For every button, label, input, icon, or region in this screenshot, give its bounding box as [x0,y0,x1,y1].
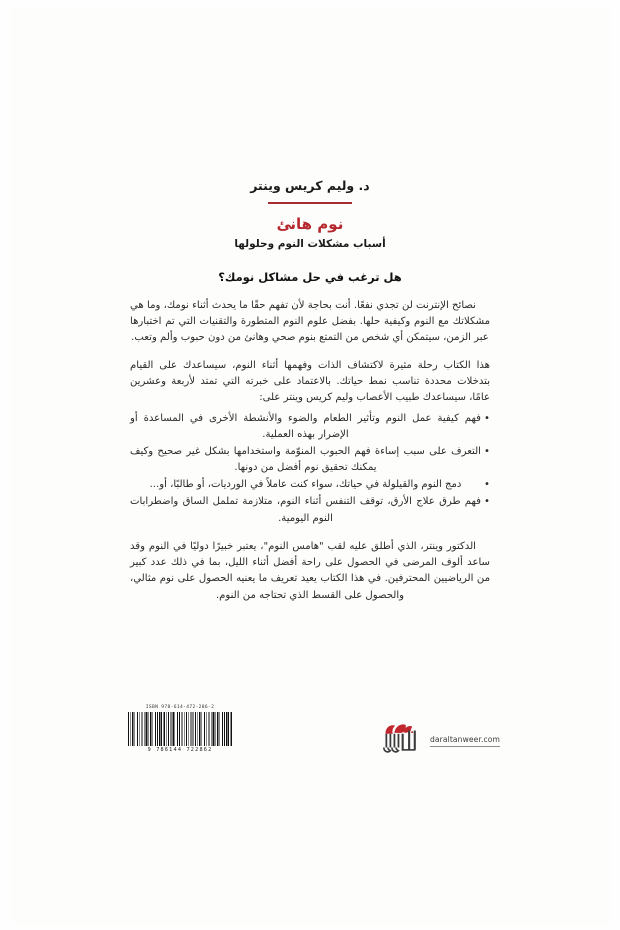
benefits-list [130,411,490,527]
author-name: د. وليم كريس وينتر [250,178,370,193]
bullet-icon: • [484,479,490,491]
list-item-text: التعرف على سبب إساءة فهم الحبوب المنوّمة واستخدامها بشكل غير صحيح وكيف يمكنك تحقيق نوم أفضل من دونها. [130,445,481,474]
list-item-text: فهم كيفية عمل النوم وتأثير الطعام والضوء والأنشطة الأخرى في المساعدة أو الإضرار بهذه العملية. [130,412,481,440]
publisher-block [379,722,500,760]
list-item [130,494,490,526]
hook-question: هل ترغب في حل مشاكل نومك؟ [218,269,402,284]
list-item-text: فهم طرق علاج الأرق، توقف التنفس أثناء النوم، متلازمة تململ الساق واضطرابات النوم اليومية. [130,496,481,524]
barcode-digits: 9 786144 722862 [147,747,213,753]
barcode-icon [128,712,232,746]
dar-al-tanweer-logo-icon [379,722,421,760]
bullet-icon: • [484,496,490,508]
blurb-paragraph-1: نصائح الإنترنت لن تجدي نفعًا. أنت بحاجة لأن تفهم حقًا ما يحدث أثناء نومك، وما هي مشكلاتك مع النوم وكيفية حلها. بفضل علوم النوم المتطورة والتقنيات التي تم اختبارها عبر الزمن، سيتمكن أي شخص من التمتع بنوم صحي وهانئ من دون حبوب وألم وتعب. [130,299,490,344]
book-title: نوم هانئ [276,214,344,233]
cover-content [130,178,490,604]
book-subtitle: أسباب مشكلات النوم وحلولها [234,237,386,250]
bullet-icon: • [484,445,490,457]
list-item [130,411,490,443]
list-item-text: دمج النوم والقيلولة في حياتك، سواء كنت عاملاً في الورديات، أو طالبًا، أو... [149,479,462,491]
isbn-label: ISBN 978-614-472-286-2 [145,705,215,710]
publisher-website: daraltanweer.com [430,735,500,747]
blurb-paragraph-3: الدكتور وينتر، الذي أطلق عليه لقب "هامس النوم"، يعتبر خبيرًا دوليًا في النوم وقد ساعد ألوف المرضى في الحصول على راحة أفضل أثناء الليل، بما في ذلك عدد كبير من الرياضيين المحترفين. في هذا الكتاب يعيد تعريف ما يعنيه الحصول على نوم مثالي، والحصول على القسط الذي تحتاجه من النوم. [130,540,490,601]
cover-footer [0,700,620,790]
bullet-icon: • [484,412,490,424]
list-item [130,444,490,476]
blurb-paragraph-2: هذا الكتاب رحلة مثيرة لاكتشاف الذات وفهمها أثناء النوم، سيساعدك على القيام بتدخلات محددة تناسب نمط حياتك. بالاعتماد على خبرته التي تمتد لأربعة وعشرين عامًا، سيساعدك طبيب الأعصاب وليم كريس وينتر على: [130,359,490,404]
title-divider-rule [268,202,352,204]
list-item [130,477,490,493]
isbn-barcode-block [128,705,232,753]
